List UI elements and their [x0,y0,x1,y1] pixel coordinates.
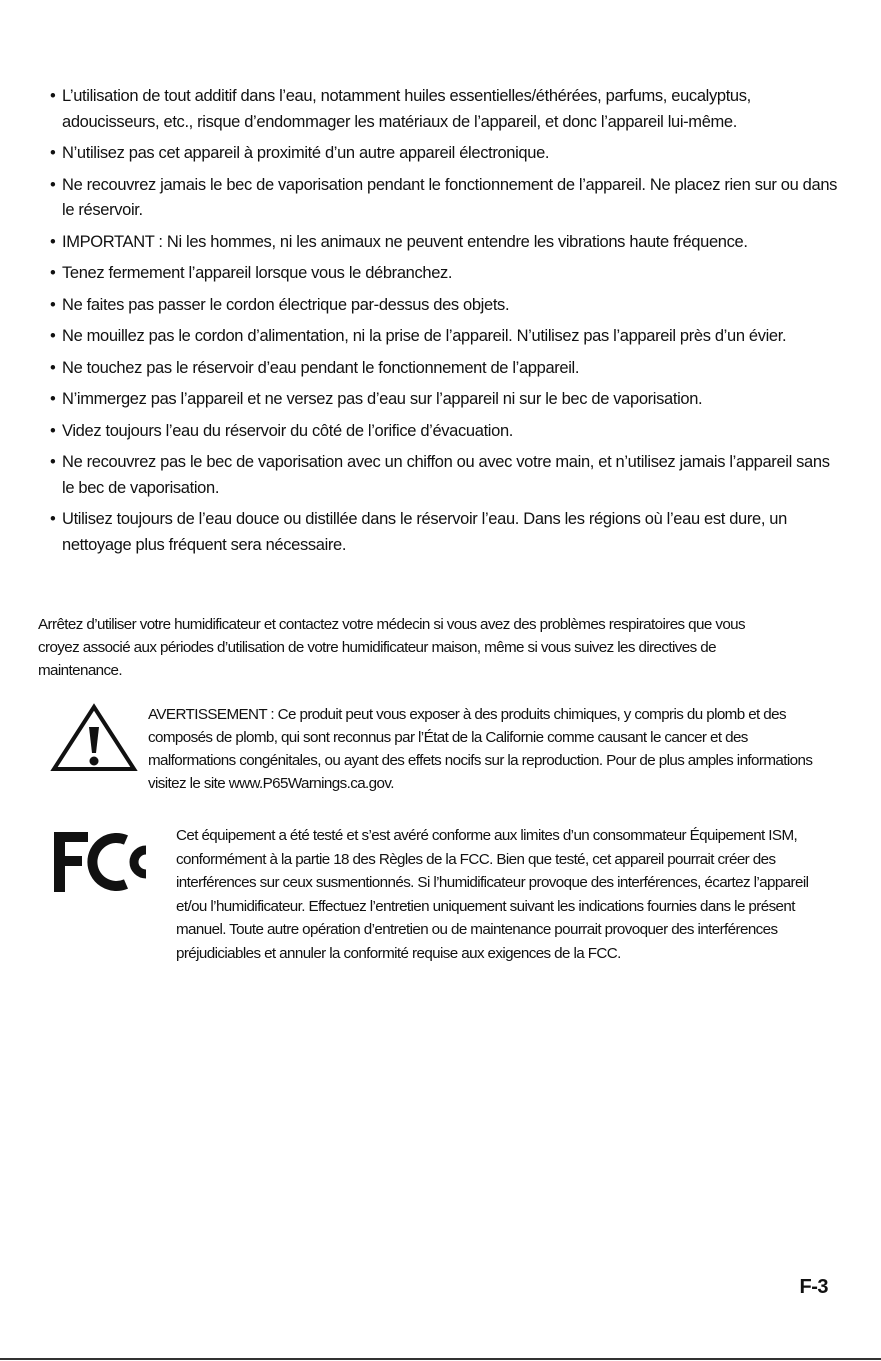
safety-bullet-6: • Ne faites pas passer le cordon électrique par-dessus des objets. [50,293,840,319]
respiratory-note: Arrêtez d’utiliser votre humidificateur et contactez votre médecin si vous avez des problèmes respiratoires que vous croyez associé aux périodes d’utilisation de votre humidificateur maison, même si vous suivez les directives de maintenance. [38,616,746,679]
safety-bullet-5: • Tenez fermement l’appareil lorsque vous le débranchez. [50,261,840,287]
safety-bullet-1: • L’utilisation de tout additif dans l’eau, notamment huiles essentielles/éthérées, parfums, eucalyptus, adoucisseurs, etc., risque d’endommager les matériaux de l’appareil, et donc l’appareil lui-même. [50,84,840,135]
safety-bullet-9: • N’immergez pas l’appareil et ne versez pas d’eau sur l’appareil ni sur le bec de vaporisation. [50,387,840,413]
fcc-logo-icon [50,826,162,898]
bottom-rule [0,1358,881,1360]
safety-bullet-4: • IMPORTANT : Ni les hommes, ni les animaux ne peuvent entendre les vibrations haute fréquence. [50,230,840,256]
warning-triangle-icon [50,703,138,773]
safety-bullet-8: • Ne touchez pas le réservoir d’eau pendant le fonctionnement de l’appareil. [50,356,840,382]
safety-bullet-3: • Ne recouvrez jamais le bec de vaporisation pendant le fonctionnement de l’appareil. Ne placez rien sur ou dans le réservoir. [50,173,840,224]
fcc-compliance-text: Cet équipement a été testé et s’est avéré conforme aux limites d’un consommateur Équipement ISM, conformément à la partie 18 des Règles de la FCC. Bien que testé, cet appareil pourrait créer des interférences sur ceux susmentionnés. Si l’humidificateur provoque des interférences, écartez l’appareil et/ou l’humidificateur. Effectuez l’entretien uniquement suivant les indications fournies dans le présent manuel. Toute autre opération d’entretien ou de maintenance pourrait provoquer des interférences préjudiciables et annuler la conformité requise aux exigences de la FCC. [176,827,809,962]
safety-bullet-2: • N’utilisez pas cet appareil à proximité d’un autre appareil électronique. [50,141,840,167]
safety-bullet-11: • Ne recouvrez pas le bec de vaporisation avec un chiffon ou avec votre main, et n’utilisez jamais l’appareil sans le bec de vaporisation. [50,450,840,501]
p65-warning-text: AVERTISSEMENT : Ce produit peut vous exposer à des produits chimiques, y compris du plomb et des composés de plomb, qui sont reconnus par l’État de la Californie comme causant le cancer et des malformations congénitales, ou ayant des effets nocifs sur la reproduction. Pour de plus amples informations visitez le site www.P65Warnings.ca.gov. [148,706,813,792]
safety-bullet-list [50,84,840,564]
safety-bullet-7: • Ne mouillez pas le cordon d’alimentation, ni la prise de l’appareil. N’utilisez pas l’appareil près d’un évier. [50,324,840,350]
safety-bullet-12: • Utilisez toujours de l’eau douce ou distillée dans le réservoir l’eau. Dans les régions où l’eau est dure, un nettoyage plus fréquent sera nécessaire. [50,507,840,558]
safety-bullet-10: • Videz toujours l’eau du réservoir du côté de l’orifice d’évacuation. [50,419,840,445]
page-number: F-3 [799,1276,828,1298]
